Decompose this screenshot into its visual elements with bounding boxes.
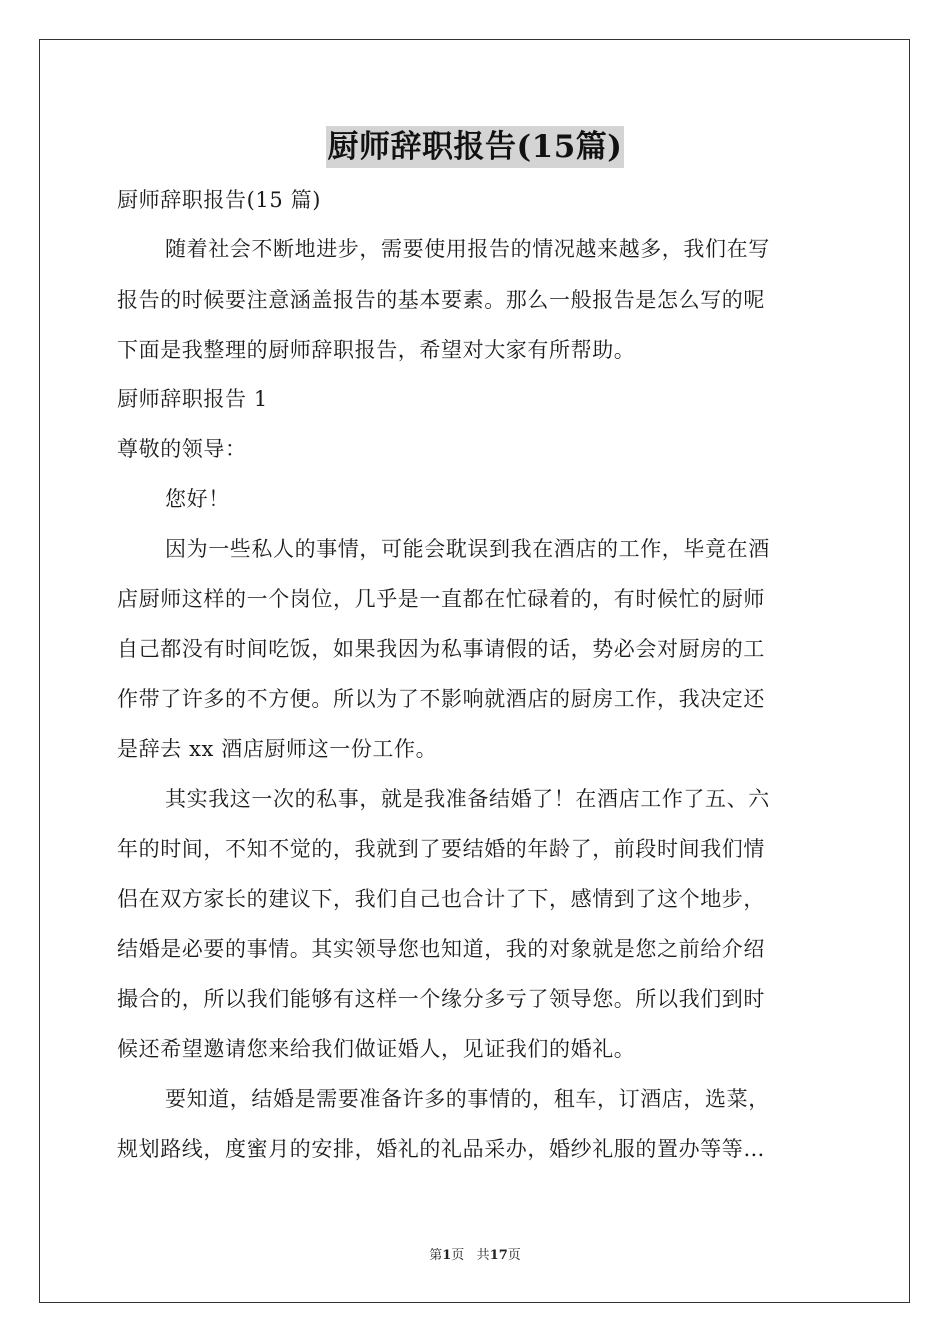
body-line: 自己都没有时间吃饭，如果我因为私事请假的话，势必会对厨房的工 <box>117 637 765 661</box>
body-line: 店厨师这样的一个岗位，几乎是一直都在忙碌着的，有时候忙的厨师 <box>117 587 765 611</box>
footer-total-pages: 17 <box>489 1248 508 1263</box>
body-line: 因为一些私人的事情，可能会耽误到我在酒店的工作，毕竟在酒 <box>165 537 770 561</box>
body-line: 是辞去 xx 酒店厨师这一份工作。 <box>117 737 438 761</box>
section-heading: 厨师辞职报告 1 <box>117 387 268 411</box>
body-line: 作带了许多的不方便。所以为了不影响就酒店的厨房工作，我决定还 <box>117 687 765 711</box>
footer-page-number: 1 <box>442 1248 452 1263</box>
body-line: 撮合的，所以我们能够有这样一个缘分多亏了领导您。所以我们到时 <box>117 987 765 1011</box>
body-line: 规划路线，度蜜月的安排，婚礼的礼品采办，婚纱礼服的置办等等… <box>117 1137 765 1161</box>
document-title: 厨师辞职报告(15篇) <box>326 126 625 168</box>
page-footer <box>0 1247 950 1265</box>
subtitle-line: 厨师辞职报告(15 篇) <box>117 188 321 212</box>
greeting: 您好！ <box>165 487 230 511</box>
body-line: 要知道，结婚是需要准备许多的事情的，租车，订酒店，选菜， <box>165 1087 770 1111</box>
footer-page-prefix: 第 <box>429 1248 443 1263</box>
salutation: 尊敬的领导： <box>117 437 247 461</box>
footer-total-prefix: 共 <box>476 1248 490 1263</box>
body-line: 结婚是必要的事情。其实领导您也知道，我的对象就是您之前给介绍 <box>117 937 765 961</box>
body-line: 随着社会不断地进步，需要使用报告的情况越来越多，我们在写 <box>165 237 770 261</box>
body-line: 年的时间，不知不觉的，我就到了要结婚的年龄了，前段时间我们情 <box>117 837 765 861</box>
body-line: 候还希望邀请您来给我们做证婚人，见证我们的婚礼。 <box>117 1037 636 1061</box>
body-line: 侣在双方家长的建议下，我们自己也合计了下，感情到了这个地步， <box>117 887 765 911</box>
body-line: 下面是我整理的厨师辞职报告，希望对大家有所帮助。 <box>117 338 636 362</box>
body-line: 报告的时候要注意涵盖报告的基本要素。那么一般报告是怎么写的呢 <box>117 288 765 312</box>
body-line: 其实我这一次的私事，就是我准备结婚了！在酒店工作了五、六 <box>165 787 770 811</box>
title-container <box>0 126 950 168</box>
footer-page-suffix: 页 <box>451 1248 465 1263</box>
footer-total-suffix: 页 <box>507 1248 521 1263</box>
